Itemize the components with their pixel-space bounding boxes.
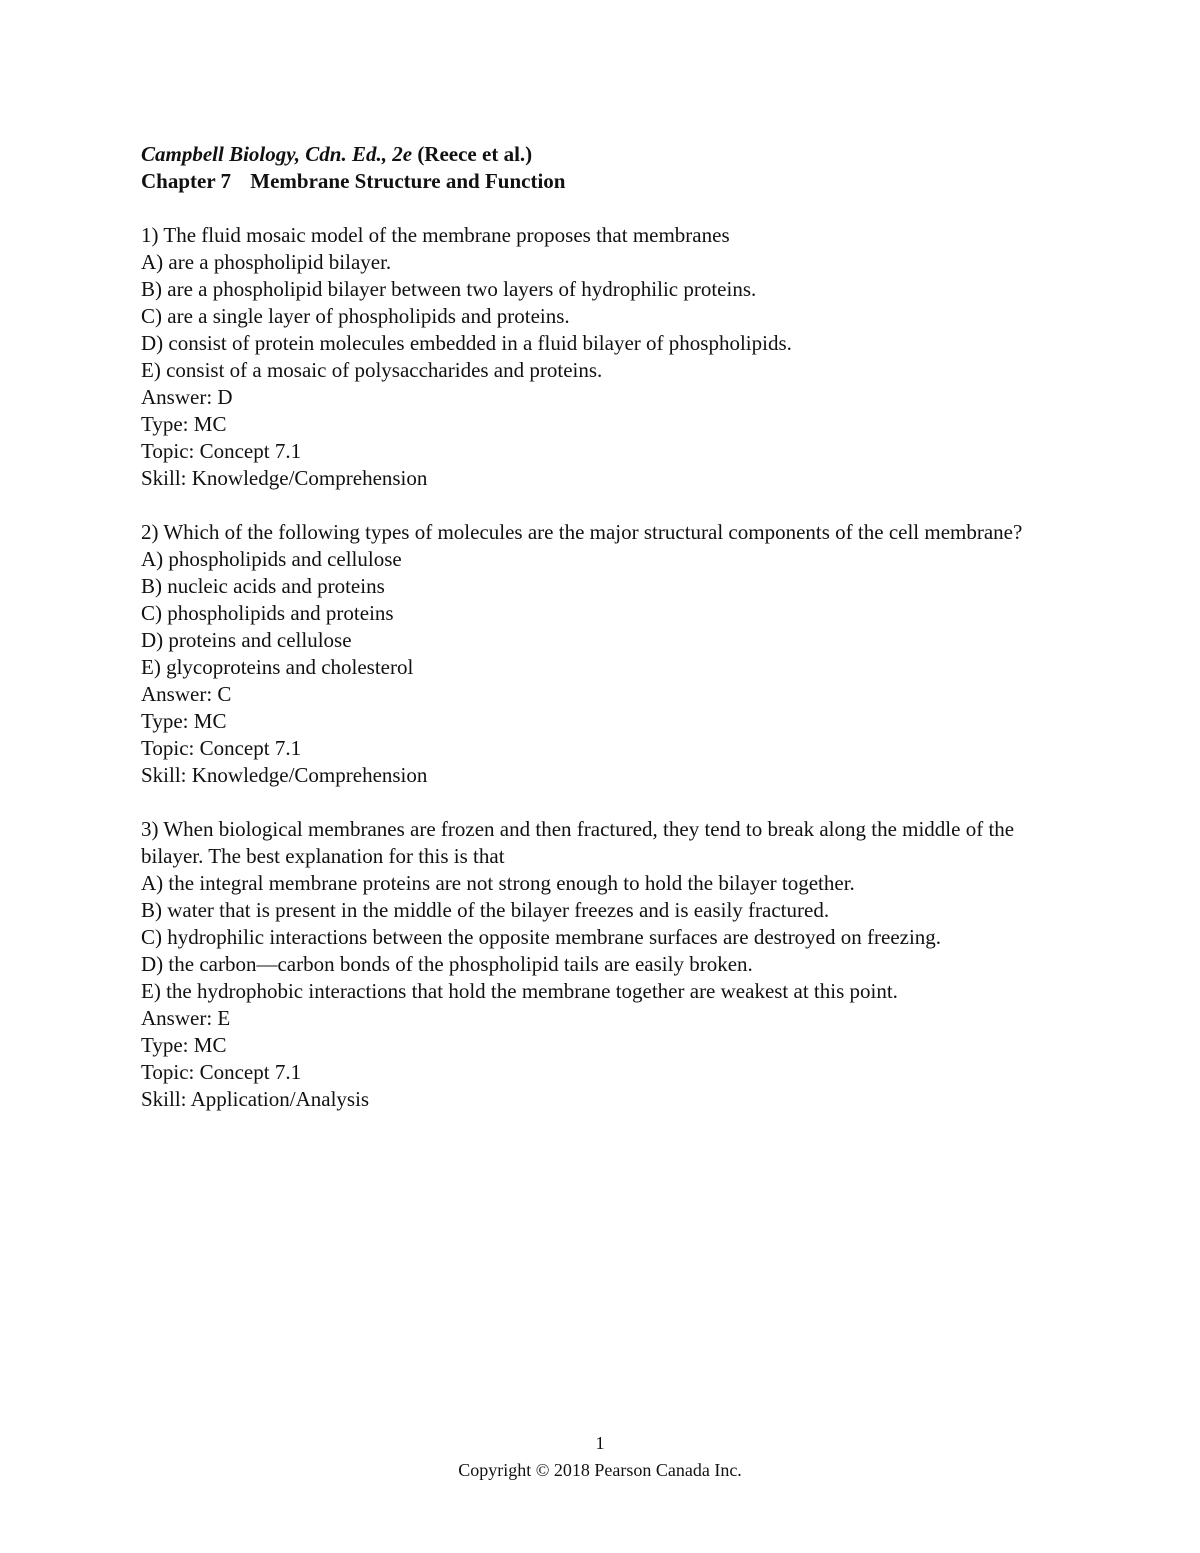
topic-line: Topic: Concept 7.1 <box>141 439 302 463</box>
option-b: B) water that is present in the middle of the bilayer freezes and is easily fractured. <box>141 898 830 922</box>
spacer <box>141 492 1061 519</box>
type-line: Type: MC <box>141 412 227 436</box>
option-b: B) nucleic acids and proteins <box>141 574 385 598</box>
topic-line: Topic: Concept 7.1 <box>141 736 302 760</box>
topic-line: Topic: Concept 7.1 <box>141 1060 302 1084</box>
answer-line: Answer: D <box>141 385 233 409</box>
type-line: Type: MC <box>141 709 227 733</box>
option-e: E) glycoproteins and cholesterol <box>141 655 414 679</box>
option-c: C) hydrophilic interactions between the opposite membrane surfaces are destroyed on freezing. <box>141 925 942 949</box>
question-stem: 3) When biological membranes are frozen and then fractured, they tend to break along the middle of the bilayer. The best explanation for this is that <box>141 817 1015 868</box>
option-c: C) are a single layer of phospholipids and proteins. <box>141 304 570 328</box>
type-line: Type: MC <box>141 1033 227 1057</box>
page-number: 1 <box>595 1433 605 1453</box>
question-3 <box>141 816 1061 1113</box>
option-a: A) the integral membrane proteins are not strong enough to hold the bilayer together. <box>141 871 855 895</box>
page-content <box>141 141 1061 1113</box>
option-a: A) phospholipids and cellulose <box>141 547 402 571</box>
question-1 <box>141 222 1061 492</box>
question-stem: 2) Which of the following types of molecules are the major structural components of the cell membrane? <box>141 520 1023 544</box>
option-e: E) consist of a mosaic of polysaccharides and proteins. <box>141 358 603 382</box>
option-d: D) the carbon—carbon bonds of the phospholipid tails are easily broken. <box>141 952 753 976</box>
skill-line: Skill: Knowledge/Comprehension <box>141 763 428 787</box>
book-authors: (Reece et al.) <box>417 142 533 166</box>
option-d: D) proteins and cellulose <box>141 628 352 652</box>
book-title-line <box>141 141 1061 168</box>
question-stem: 1) The fluid mosaic model of the membrane proposes that membranes <box>141 223 730 247</box>
question-2 <box>141 519 1061 789</box>
option-d: D) consist of protein molecules embedded in a fluid bilayer of phospholipids. <box>141 331 792 355</box>
answer-line: Answer: E <box>141 1006 231 1030</box>
option-c: C) phospholipids and proteins <box>141 601 394 625</box>
book-title: Campbell Biology, Cdn. Ed., 2e <box>141 142 413 166</box>
skill-line: Skill: Application/Analysis <box>141 1087 370 1111</box>
option-a: A) are a phospholipid bilayer. <box>141 250 392 274</box>
chapter-title: Membrane Structure and Function <box>250 169 566 193</box>
spacer <box>141 789 1061 816</box>
skill-line: Skill: Knowledge/Comprehension <box>141 466 428 490</box>
chapter-number: Chapter 7 <box>141 169 232 193</box>
option-b: B) are a phospholipid bilayer between two layers of hydrophilic proteins. <box>141 277 757 301</box>
chapter-heading <box>141 168 1061 195</box>
spacer <box>141 195 1061 222</box>
copyright-notice: Copyright © 2018 Pearson Canada Inc. <box>458 1460 742 1480</box>
answer-line: Answer: C <box>141 682 232 706</box>
option-e: E) the hydrophobic interactions that hold the membrane together are weakest at this point. <box>141 979 898 1003</box>
